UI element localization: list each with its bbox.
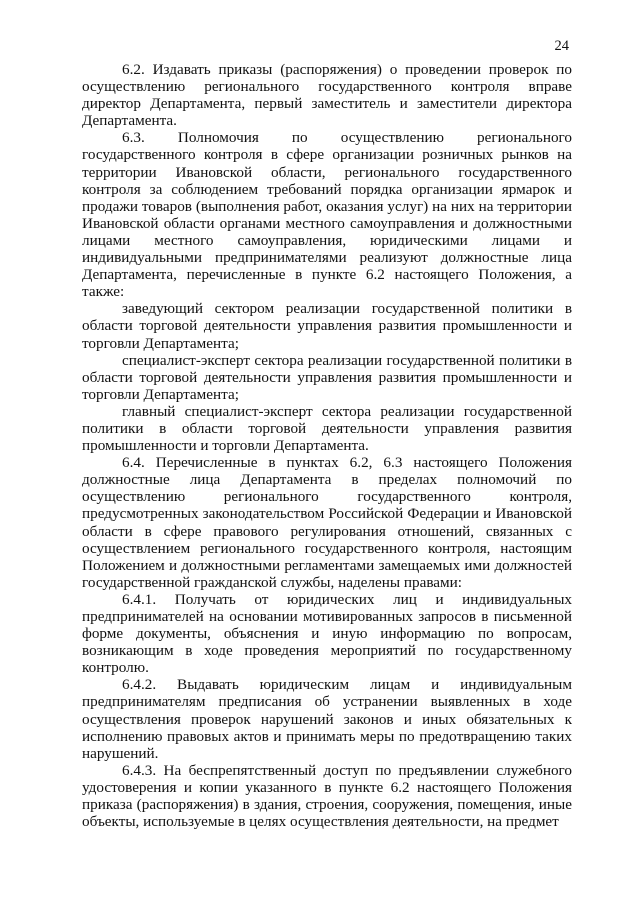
page-number: 24 xyxy=(554,38,569,54)
paragraph-6-3: 6.3. Полномочия по осуществлению регионального государственного контроля в сфере организации розничных рынков на территории Ивановской области, регионального государственного контроля за соблюдением требований порядка организации ярмарок и продажи товаров (выполнения работ, оказания услуг) на них на территории Ивановской области органами местного самоуправления и должностными лицами местного самоуправления, юридическими лицами и индивидуальными предпринимателями реализуют должностные лица Департамента, перечисленные в пункте 6.2 настоящего Положения, а также: xyxy=(82,129,572,301)
paragraph-6-4-1: 6.4.1. Получать от юридических лиц и индивидуальных предпринимателей на основании мотивированных запросов в письменной форме документы, объяснения и иную информацию по вопросам, возникающим в ходе проведения мероприятий по государственному контролю. xyxy=(82,590,572,677)
list-item-specialist-expert: специалист-эксперт сектора реализации государственной политики в области торговой деятельности управления развития промышленности и торговли Департамента; xyxy=(82,351,572,403)
paragraph-6-4-2: 6.4.2. Выдавать юридическим лицам и индивидуальным предпринимателям предписания об устранении выявленных в ходе осуществления проверок нарушений законов и иных обязательных к исполнению правовых актов и принимать меры по предотвращению таких нарушений. xyxy=(82,676,572,762)
list-item-sector-head: заведующий сектором реализации государственной политики в области торговой деятельности управления развития промышленности и торговли Департамента; xyxy=(82,300,572,352)
document-body xyxy=(82,61,572,830)
paragraph-6-2: 6.2. Издавать приказы (распоряжения) о проведении проверок по осуществлению регионального государственного контроля вправе директор Департамента, первый заместитель и заместители директора Департамента. xyxy=(82,61,572,130)
paragraph-6-4: 6.4. Перечисленные в пунктах 6.2, 6.3 настоящего Положения должностные лица Департамента в пределах полномочий по осуществлению регионального государственного контроля, предусмотренных законодательством Российской Федерации и Ивановской области в сфере правового регулирования отношений, связанных с осуществлением регионального государственного контроля, настоящим Положением и должностными регламентами замещаемых ими должностей государственной гражданской службы, наделены правами: xyxy=(82,454,572,591)
paragraph-6-4-3: 6.4.3. На беспрепятственный доступ по предъявлении служебного удостоверения и копии указанного в пункте 6.2 настоящего Положения приказа (распоряжения) в здания, строения, сооружения, помещения, иные объекты, используемые в целях осуществления деятельности, на предмет xyxy=(82,761,572,831)
list-item-chief-specialist-expert: главный специалист-эксперт сектора реализации государственной политики в области торговой деятельности управления развития промышленности и торговли Департамента. xyxy=(82,402,572,455)
